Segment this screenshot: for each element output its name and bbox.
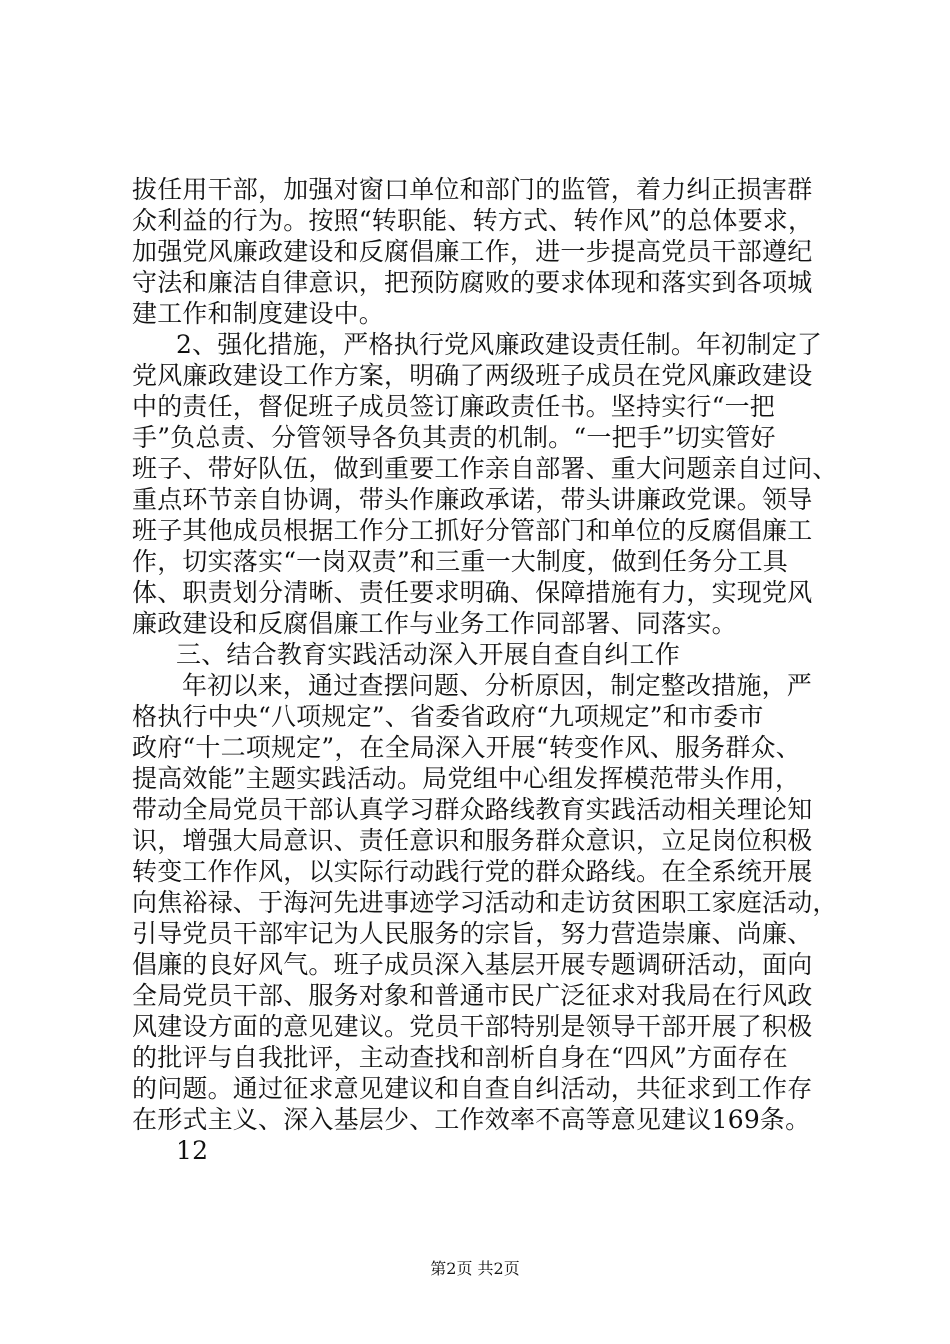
text-line: 提高效能”主题实践活动。局党组中心组发挥模范带头作用， [132, 764, 801, 793]
text-line: 格执行中央“八项规定”、省委省政府“九项规定”和市委市 [132, 702, 764, 731]
text-line: 风建设方面的意见建议。党员干部特别是领导干部开展了积极 [132, 1012, 813, 1041]
text-line: 加强党风廉政建设和反腐倡廉工作，进一步提高党员干部遵纪 [132, 237, 813, 266]
text-line: 在形式主义、深入基层少、工作效率不高等意见建议169条。 [132, 1105, 811, 1134]
text-line: 带动全局党员干部认真学习群众路线教育实践活动相关理论知 [132, 795, 813, 824]
text-line: 守法和廉洁自律意识，把预防腐败的要求体现和落实到各项城 [132, 268, 813, 297]
text-line: 众利益的行为。按照“转职能、转方式、转作风”的总体要求， [132, 206, 814, 235]
text-line: 建工作和制度建设中。 [132, 299, 385, 328]
text-line: 廉政建设和反腐倡廉工作与业务工作同部署、同落实。 [132, 609, 737, 638]
text-line: 拔任用干部，加强对窗口单位和部门的监管，着力纠正损害群 [132, 175, 813, 204]
text-line: 党风廉政建设工作方案，明确了两级班子成员在党风廉政建设 [132, 361, 813, 390]
text-line: 倡廉的良好风气。班子成员深入基层开展专题调研活动，面向 [132, 950, 813, 979]
text-line: 班子、带好队伍，做到重要工作亲自部署、重大问题亲自过问、 [132, 454, 838, 483]
text-line: 识，增强大局意识、责任意识和服务群众意识，立足岗位积极 [132, 826, 813, 855]
text-line: 全局党员干部、服务对象和普通市民广泛征求对我局在行风政 [132, 981, 813, 1010]
text-line: 向焦裕禄、于海河先进事迹学习活动和走访贫困职工家庭活动， [132, 888, 838, 917]
text-line: 政府“十二项规定”，在全局深入开展“转变作风、服务群众、 [132, 733, 801, 762]
page-footer: 第2页 共2页 [430, 1259, 520, 1278]
text-line: 引导党员干部牢记为人民服务的宗旨，努力营造崇廉、尚廉、 [132, 919, 813, 948]
text-line: 体、职责划分清晰、责任要求明确、保障措施有力，实现党风 [132, 578, 813, 607]
text-line: 中的责任，督促班子成员签订廉政责任书。坚持实行“一把 [132, 392, 775, 421]
text-line: 转变工作作风，以实际行动践行党的群众路线。在全系统开展 [132, 857, 813, 886]
section-heading: 三、结合教育实践活动深入开展自查自纠工作 [176, 640, 681, 669]
text-line: 手”负总责、分管领导各负其责的机制。“一把手”切实管好 [132, 423, 776, 452]
document-body [132, 174, 838, 1166]
text-line: 重点环节亲自协调，带头作廉政承诺，带头讲廉政党课。领导 [132, 485, 813, 514]
paragraph-start-line: 2、强化措施，严格执行党风廉政建设责任制。年初制定了 [176, 330, 823, 359]
text-line: 作，切实落实“一岗双责”和三重一大制度，做到任务分工具 [132, 547, 788, 576]
page-number-marker: 12 [176, 1136, 209, 1165]
text-line: 的批评与自我批评，主动查找和剖析自身在“四风”方面存在 [132, 1043, 788, 1072]
paragraph-start-line: 年初以来，通过查摆问题、分析原因，制定整改措施，严 [182, 671, 813, 700]
text-line: 的问题。通过征求意见建议和自查自纠活动，共征求到工作存 [132, 1074, 813, 1103]
text-line: 班子其他成员根据工作分工抓好分管部门和单位的反腐倡廉工 [132, 516, 813, 545]
